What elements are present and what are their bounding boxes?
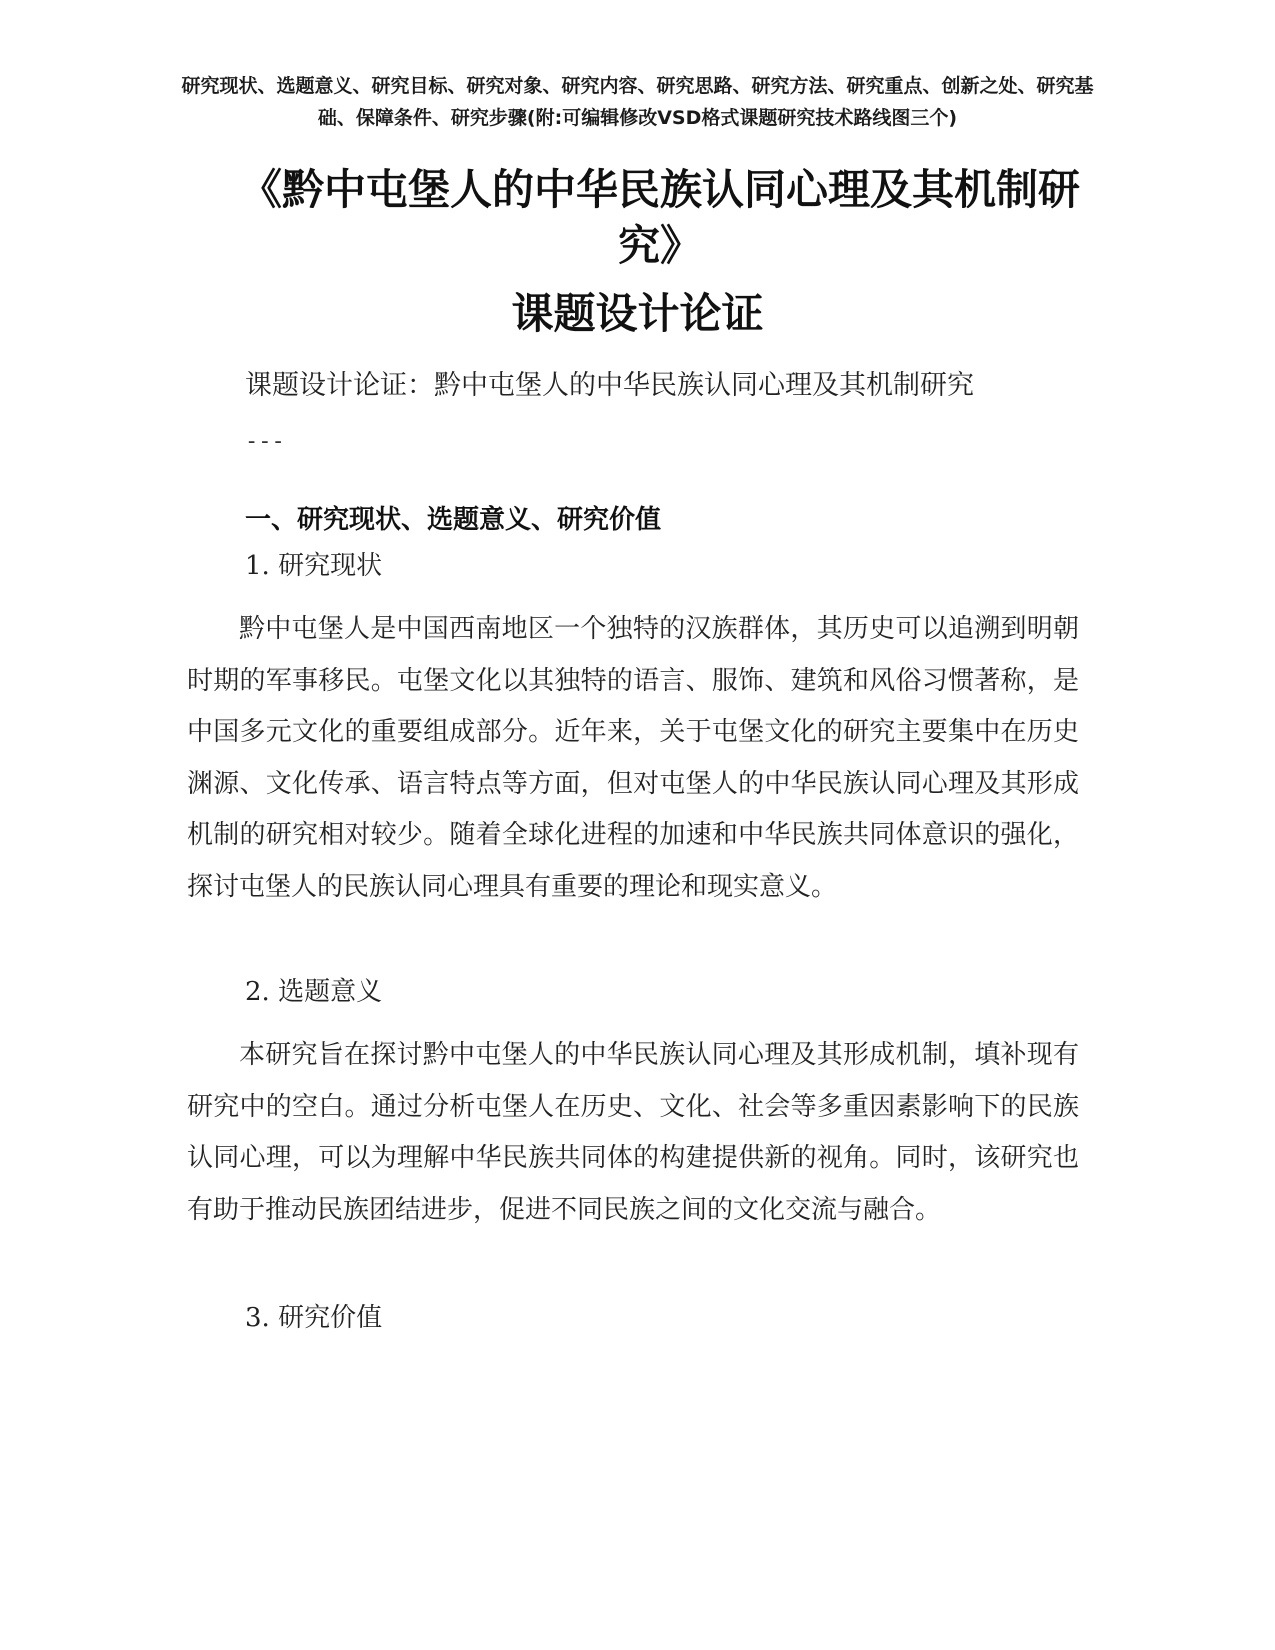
lead-line: 课题设计论证：黔中屯堡人的中华民族认同心理及其机制研究 [245,370,974,401]
paragraph-topic-significance: 本研究旨在探讨黔中屯堡人的中华民族认同心理及其形成机制，填补现有研究中的空白。通过分析屯堡人在历史、文化、社会等多重因素影响下的民族认同心理，可以为理解中华民族共同体的构建提供新的视角。同时，该研究也有助于推动民族团结进步，促进不同民族之间的文化交流与融合。 [187,1040,1079,1225]
section-heading: 一、研究现状、选题意义、研究价值 [245,505,662,535]
document-title: 《黔中屯堡人的中华民族认同心理及其机制研究》 [239,165,1080,270]
paragraph-research-status: 黔中屯堡人是中国西南地区一个独特的汉族群体，其历史可以追溯到明朝时期的军事移民。屯堡文化以其独特的语言、服饰、建筑和风俗习惯著称，是中国多元文化的重要组成部分。近年来，关于屯堡文化的研究主要集中在历史渊源、文化传承、语言特点等方面，但对屯堡人的中华民族认同心理及其形成机制的研究相对较少。随着全球化进程的加速和中华民族共同体意识的强化，探讨屯堡人的民族认同心理具有重要的理论和现实意义。 [187,614,1079,902]
divider: --- [245,429,285,454]
document-subtitle: 课题设计论证 [511,289,764,338]
subheading-topic-significance: 2. 选题意义 [245,977,383,1007]
subheading-research-value: 3. 研究价值 [245,1303,383,1333]
header-note: 研究现状、选题意义、研究目标、研究对象、研究内容、研究思路、研究方法、研究重点、创新之处、研究基础、保障条件、研究步骤(附:可编辑修改VSD格式课题研究技术路线图三个) [181,75,1094,129]
subheading-research-status: 1. 研究现状 [245,551,383,581]
